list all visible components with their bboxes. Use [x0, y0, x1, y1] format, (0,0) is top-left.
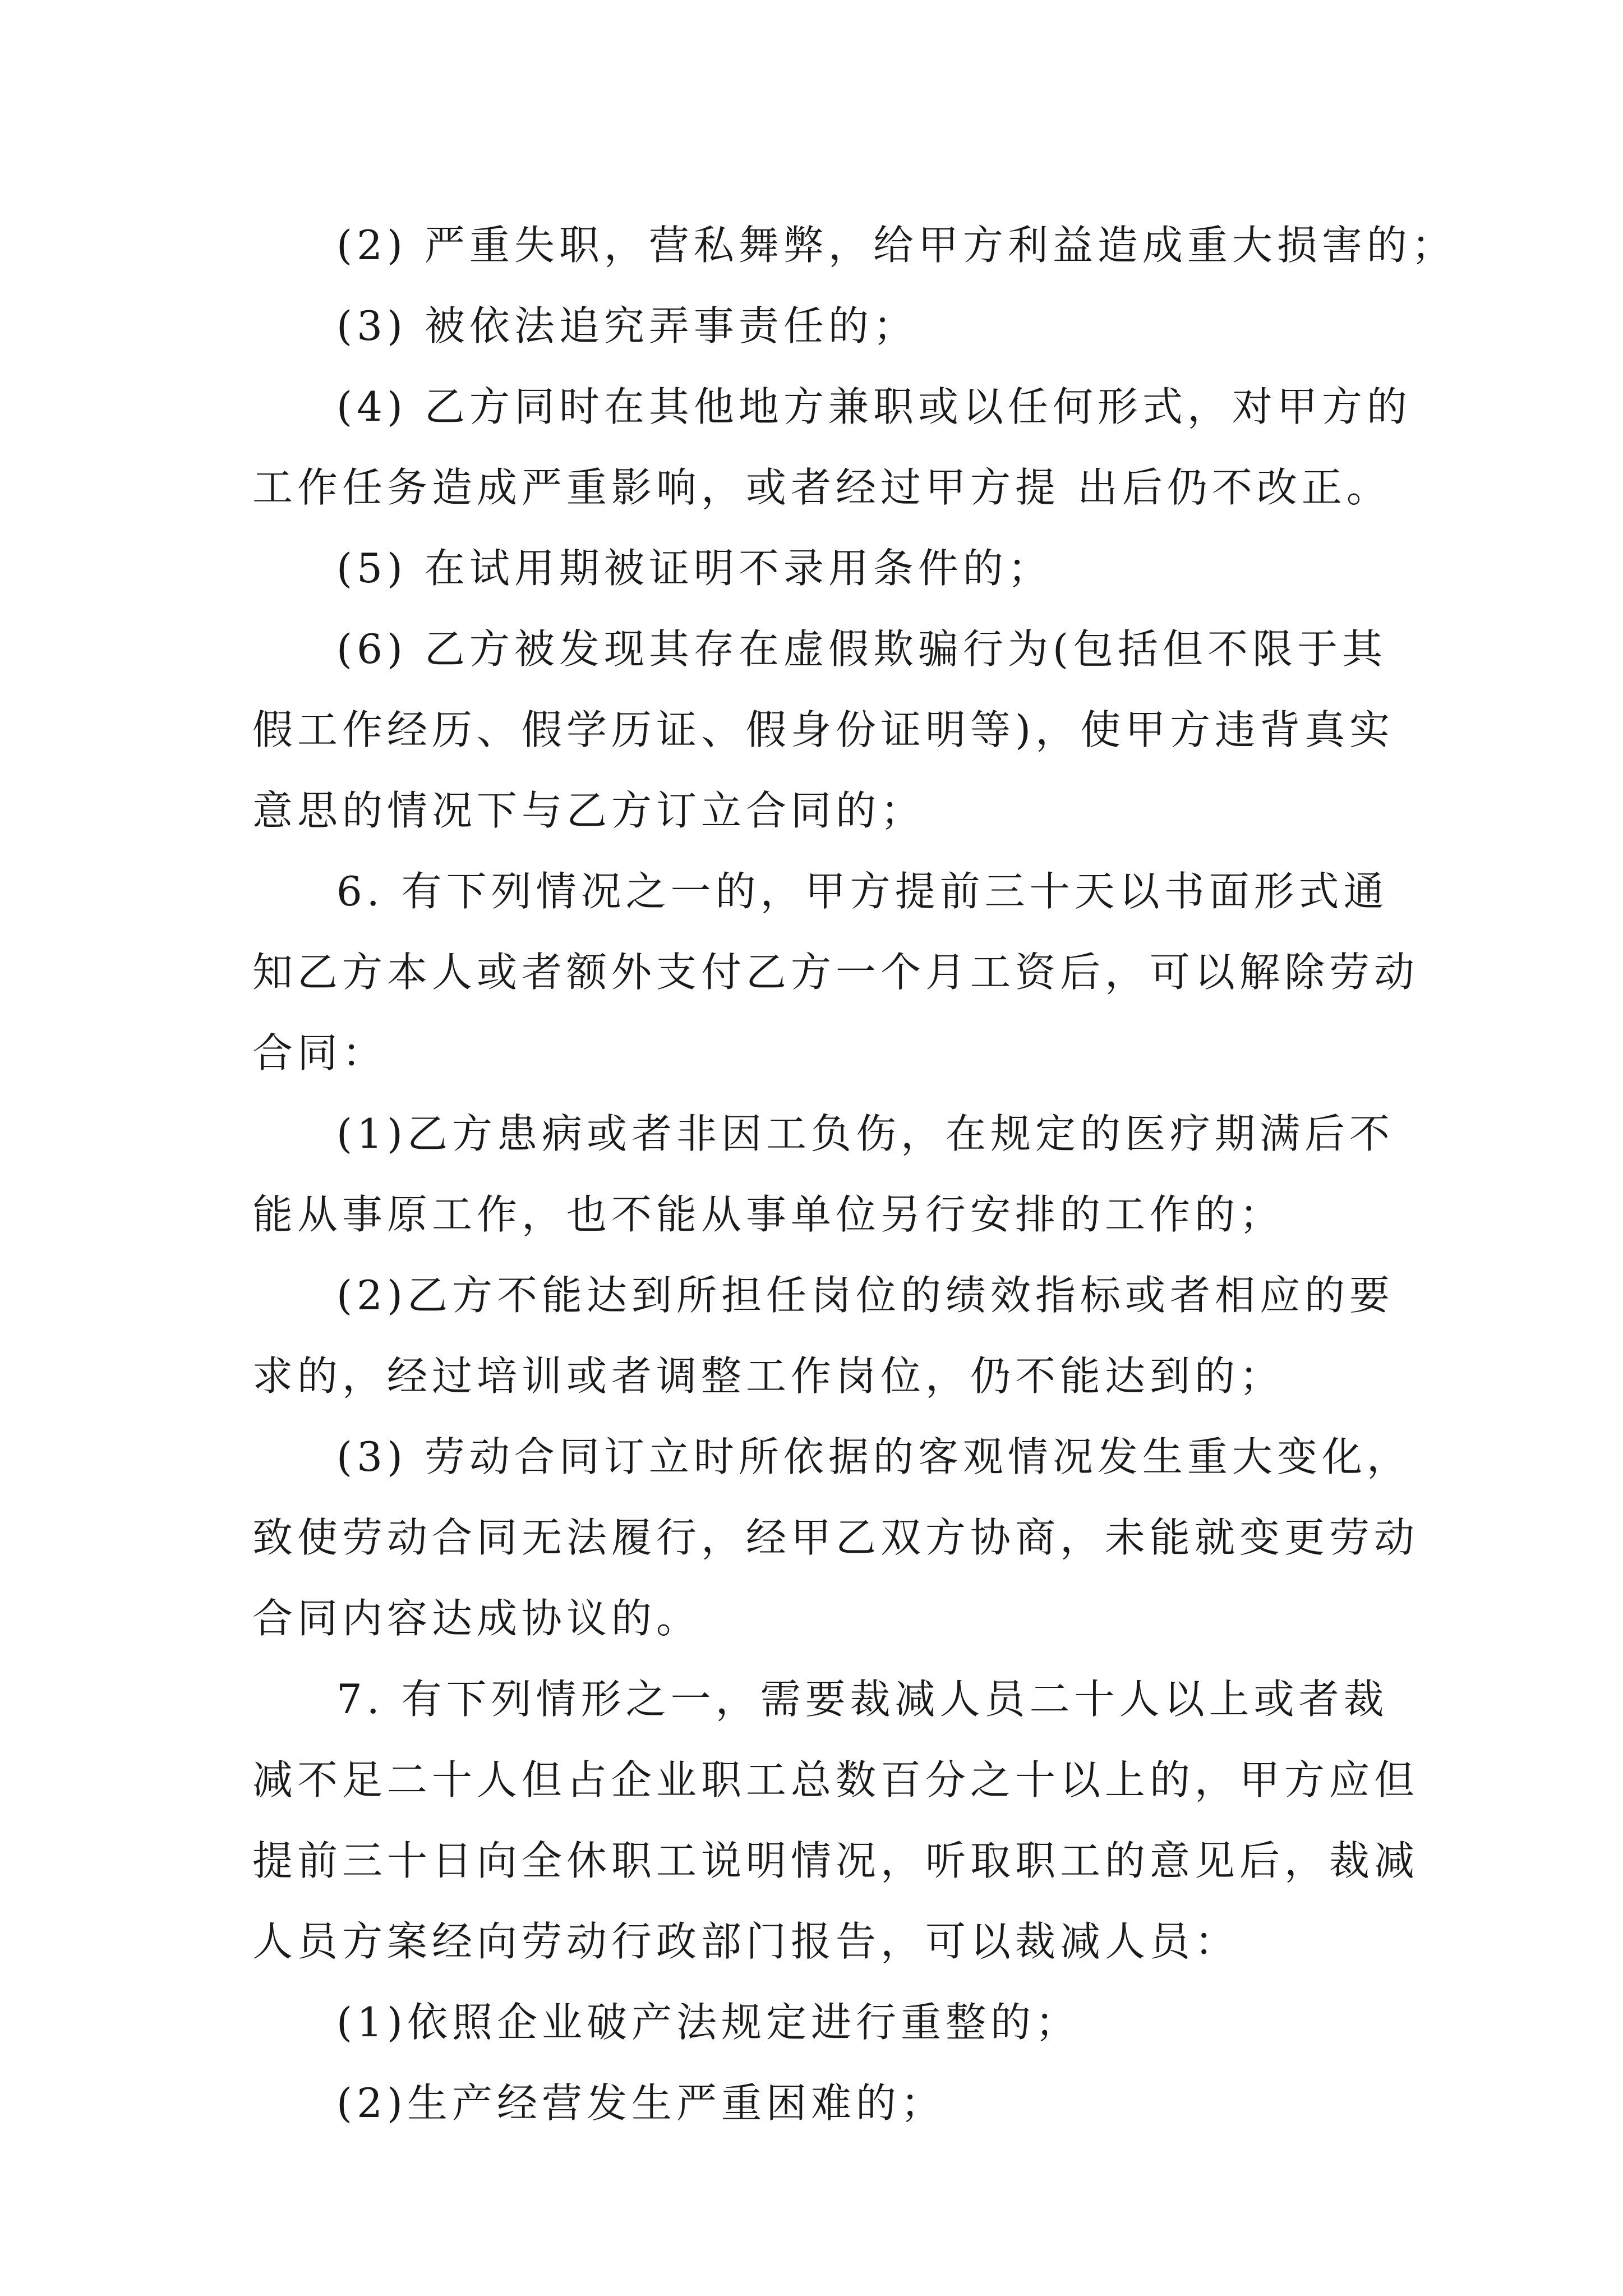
document-body	[252, 205, 1456, 2143]
text-line: (4) 乙方同时在其他地方兼职或以任何形式，对甲方的	[336, 383, 1412, 430]
text-line: (2) 严重失职，营私舞弊，给甲方利益造成重大损害的；	[336, 222, 1456, 269]
text-line: (3) 被依法追究弄事责任的；	[336, 302, 918, 349]
text-line: 合同内容达成协议的。	[252, 1595, 702, 1642]
text-line: 工作任务造成严重影响，或者经过甲方提 出后仍不改正。	[252, 464, 1391, 511]
text-line: (1)依照企业破产法规定进行重整的；	[336, 1999, 1080, 2046]
text-line: 知乙方本人或者额外支付乙方一个月工资后，可以解除劳动	[252, 949, 1419, 996]
text-line: 7. 有下列情形之一，需要裁减人员二十人以上或者裁	[336, 1676, 1389, 1723]
text-line: (6) 乙方被发现其存在虚假欺骗行为(包括但不限于其	[336, 625, 1387, 673]
text-line: 合同：	[252, 1029, 388, 1076]
text-line: 致使劳动合同无法履行，经甲乙双方协商，未能就变更劳动	[252, 1514, 1419, 1561]
text-line: (1)乙方患病或者非因工负伤，在规定的医疗期满后不	[336, 1110, 1394, 1157]
text-line: 提前三十日向全休职工说明情况，听取职工的意见后，裁减	[252, 1837, 1419, 1884]
text-line: 人员方案经向劳动行政部门报告，可以裁减人员：	[252, 1918, 1240, 1965]
text-line: 6. 有下列情况之一的，甲方提前三十天以书面形式通	[336, 868, 1389, 915]
text-line: (3) 劳动合同订立时所依据的客观情况发生重大变化，	[336, 1433, 1412, 1480]
text-line: (5) 在试用期被证明不录用条件的；	[336, 545, 1053, 592]
text-line: 求的，经过培训或者调整工作岗位，仍不能达到的；	[252, 1352, 1285, 1400]
text-line: 假工作经历、假学历证、假身份证明等)，使甲方违背真实	[252, 706, 1395, 753]
text-line: (2)生产经营发生严重困难的；	[336, 2079, 946, 2127]
text-line: 减不足二十人但占企业职工总数百分之十以上的，甲方应但	[252, 1756, 1419, 1803]
text-line: 能从事原工作，也不能从事单位另行安排的工作的；	[252, 1191, 1285, 1238]
text-line: 意思的情况下与乙方订立合同的；	[252, 787, 926, 834]
text-line: (2)乙方不能达到所担任岗位的绩效指标或者相应的要	[336, 1272, 1394, 1319]
